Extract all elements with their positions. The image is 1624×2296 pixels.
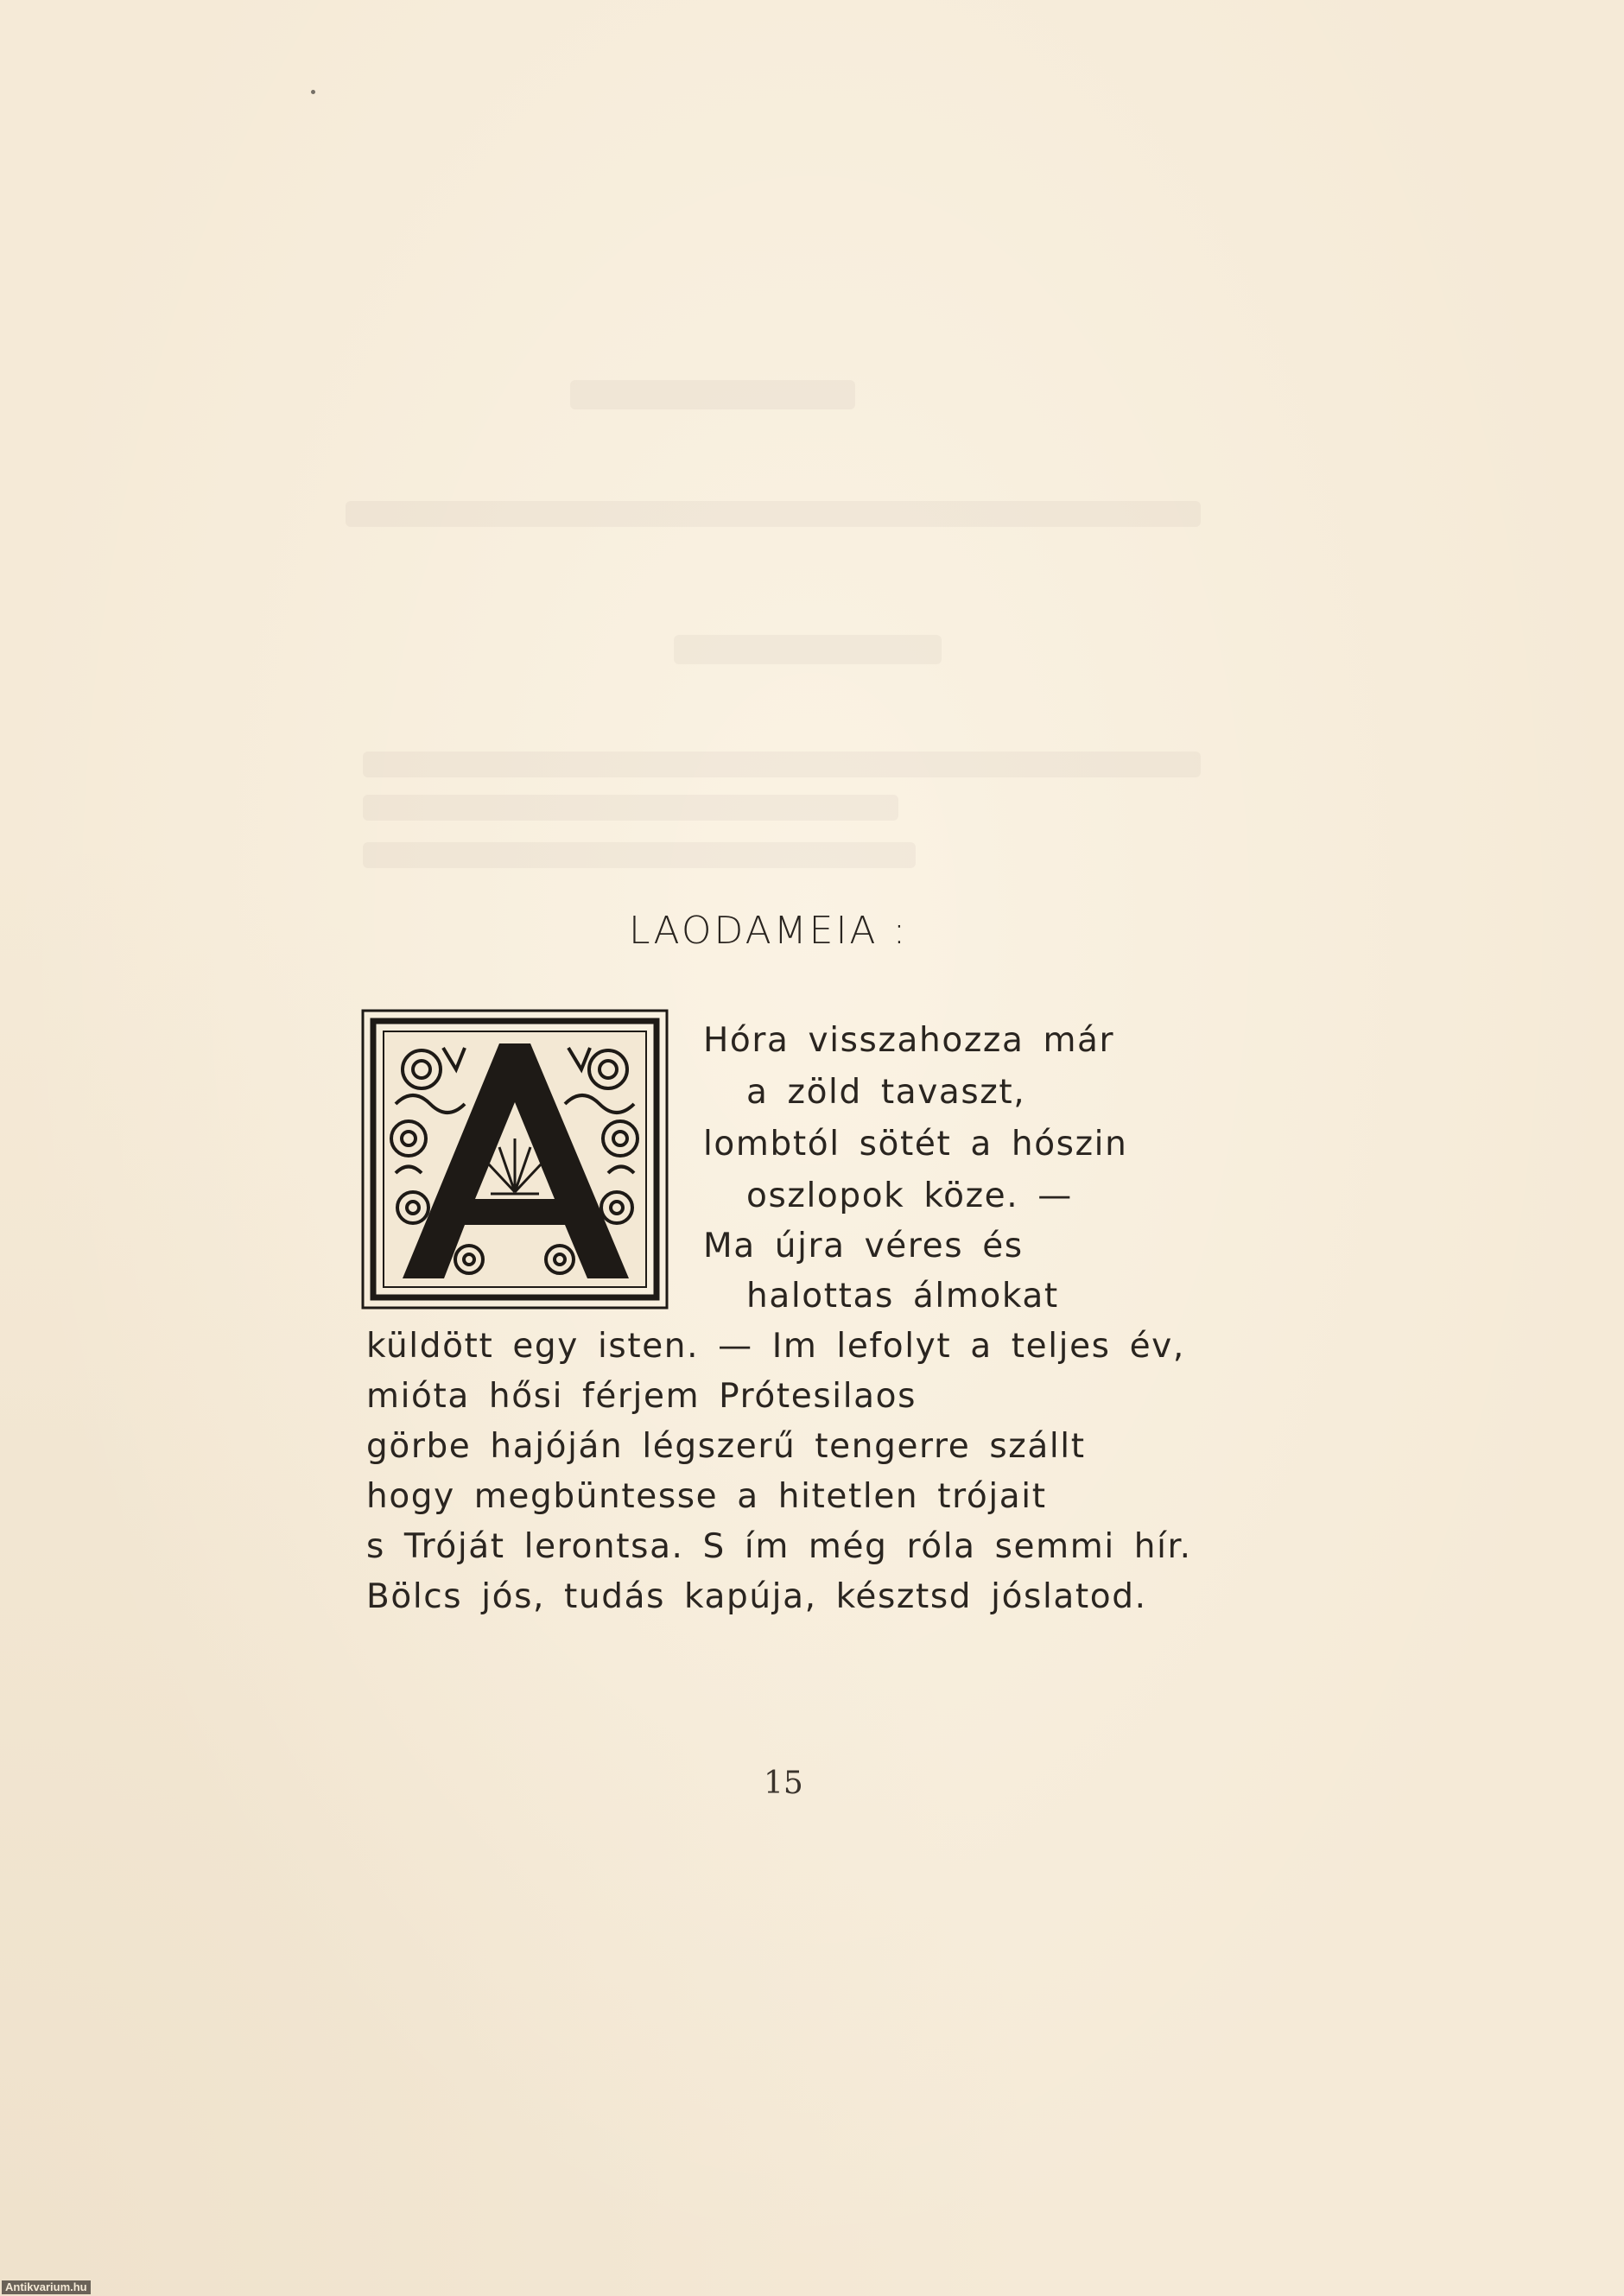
show-through-shadow bbox=[363, 752, 1201, 777]
decorated-initial-a bbox=[361, 1009, 669, 1310]
poem-line: Hóra visszahozza már bbox=[703, 1021, 1115, 1060]
watermark-label: Antikvarium.hu bbox=[2, 2280, 91, 2294]
poem-line: lombtól sötét a hószin bbox=[703, 1125, 1128, 1164]
poem-line: a zöld tavaszt, bbox=[746, 1073, 1026, 1112]
poem-line: oszlopok köze. — bbox=[746, 1177, 1073, 1215]
poem-line: s Tróját lerontsa. S ím még róla semmi hír. bbox=[366, 1527, 1192, 1566]
poem-line: görbe hajóján légszerű tengerre szállt bbox=[366, 1427, 1086, 1466]
show-through-shadow bbox=[346, 501, 1201, 527]
poem-line: Ma újra véres és bbox=[703, 1227, 1024, 1265]
show-through-shadow bbox=[363, 795, 898, 821]
paper-speck bbox=[311, 90, 315, 94]
poem-line: Bölcs jós, tudás kapúja, késztsd jóslatod. bbox=[366, 1577, 1147, 1616]
poem-line: hogy megbüntesse a hitetlen trójait bbox=[366, 1477, 1047, 1516]
show-through-shadow bbox=[570, 380, 855, 409]
poem-line: küldött egy isten. — Im lefolyt a teljes év, bbox=[366, 1327, 1185, 1366]
page-number: 15 bbox=[764, 1766, 803, 1801]
show-through-shadow bbox=[363, 842, 916, 868]
show-through-shadow bbox=[674, 635, 942, 664]
poem-line: mióta hősi férjem Prótesilaos bbox=[366, 1377, 917, 1416]
poem-line: halottas álmokat bbox=[746, 1277, 1059, 1316]
poem-title: LAODAMEIA : bbox=[629, 909, 909, 953]
